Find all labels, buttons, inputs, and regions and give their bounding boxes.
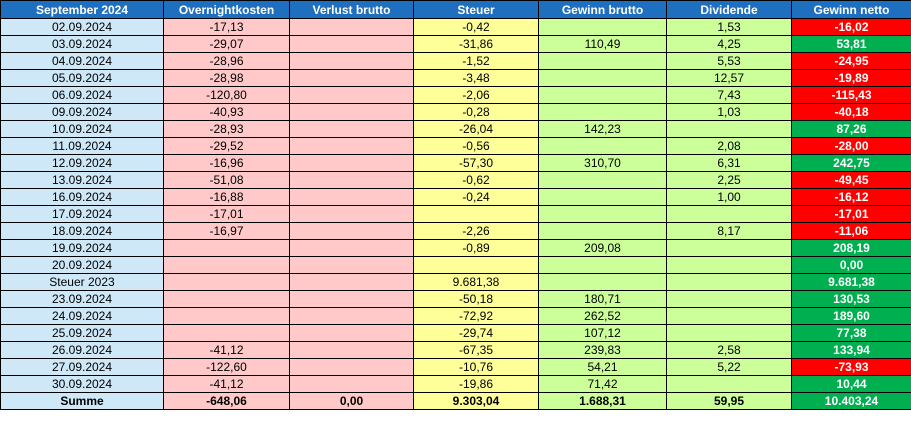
cell-overnight: -28,96	[164, 53, 290, 70]
cell-steuer: -50,18	[414, 291, 539, 308]
cell-verlust-brutto	[290, 87, 414, 104]
cell-gewinn-brutto	[539, 206, 667, 223]
cell-gewinn-brutto: 262,52	[539, 308, 667, 325]
table-row	[1, 36, 911, 53]
cell-date: 17.09.2024	[1, 206, 164, 223]
table-row	[1, 291, 911, 308]
cell-gewinn-brutto	[539, 274, 667, 291]
cell-overnight: -16,97	[164, 223, 290, 240]
cell-gewinn-netto: -24,95	[792, 53, 911, 70]
cell-date: 12.09.2024	[1, 155, 164, 172]
cell-date: Steuer 2023	[1, 274, 164, 291]
cell-verlust-brutto	[290, 240, 414, 257]
cell-dividende	[667, 257, 792, 274]
cell-date: 16.09.2024	[1, 189, 164, 206]
summary-row	[1, 393, 911, 410]
cell-steuer: -26,04	[414, 121, 539, 138]
cell-gewinn-brutto	[539, 70, 667, 87]
cell-dividende	[667, 308, 792, 325]
table-row	[1, 257, 911, 274]
cell-gewinn-netto: -40,18	[792, 104, 911, 121]
cell-dividende: 1,03	[667, 104, 792, 121]
cell-gewinn-brutto	[539, 87, 667, 104]
cell-overnight	[164, 308, 290, 325]
cell-steuer: -0,62	[414, 172, 539, 189]
cell-steuer: -2,06	[414, 87, 539, 104]
cell-verlust-brutto	[290, 291, 414, 308]
cell-overnight	[164, 325, 290, 342]
cell-gewinn-brutto: 209,08	[539, 240, 667, 257]
cell-gewinn-brutto: 71,42	[539, 376, 667, 393]
cell-steuer	[414, 206, 539, 223]
cell-overnight: -122,60	[164, 359, 290, 376]
cell-gewinn-netto: -17,01	[792, 206, 911, 223]
cell-gewinn-brutto: 310,70	[539, 155, 667, 172]
cell-gewinn-netto: 130,53	[792, 291, 911, 308]
header-dividende: Dividende	[667, 1, 792, 19]
cell-verlust-brutto	[290, 325, 414, 342]
cell-date: 26.09.2024	[1, 342, 164, 359]
cell-steuer: -0,28	[414, 104, 539, 121]
cell-dividende: 7,43	[667, 87, 792, 104]
cell-verlust-brutto	[290, 189, 414, 206]
cell-verlust-brutto	[290, 206, 414, 223]
cell-dividende	[667, 291, 792, 308]
cell-steuer: -57,30	[414, 155, 539, 172]
summary-netto: 10.403,24	[792, 393, 911, 410]
cell-gewinn-netto: 53,81	[792, 36, 911, 53]
cell-steuer: -0,42	[414, 19, 539, 36]
cell-dividende: 2,08	[667, 138, 792, 155]
cell-dividende	[667, 274, 792, 291]
cell-verlust-brutto	[290, 172, 414, 189]
cell-dividende: 1,53	[667, 19, 792, 36]
cell-dividende: 6,31	[667, 155, 792, 172]
cell-gewinn-brutto: 142,23	[539, 121, 667, 138]
summary-gewinn-brutto: 1.688,31	[539, 393, 667, 410]
header-date: September 2024	[1, 1, 164, 19]
cell-gewinn-brutto: 239,83	[539, 342, 667, 359]
header-overnight: Overnightkosten	[164, 1, 290, 19]
header-gewinn-netto: Gewinn netto	[792, 1, 911, 19]
cell-dividende: 2,58	[667, 342, 792, 359]
table-row	[1, 138, 911, 155]
cell-gewinn-netto: -49,45	[792, 172, 911, 189]
cell-steuer: 9.681,38	[414, 274, 539, 291]
table-row	[1, 53, 911, 70]
cell-steuer	[414, 257, 539, 274]
cell-date: 25.09.2024	[1, 325, 164, 342]
cell-dividende: 2,25	[667, 172, 792, 189]
table-row	[1, 376, 911, 393]
cell-dividende: 12,57	[667, 70, 792, 87]
cell-steuer: -72,92	[414, 308, 539, 325]
cell-overnight: -41,12	[164, 376, 290, 393]
cell-gewinn-netto: 87,26	[792, 121, 911, 138]
cell-overnight: -17,01	[164, 206, 290, 223]
cell-gewinn-brutto: 110,49	[539, 36, 667, 53]
cell-gewinn-netto: 208,19	[792, 240, 911, 257]
cell-gewinn-netto: 9.681,38	[792, 274, 911, 291]
cell-gewinn-netto: -115,43	[792, 87, 911, 104]
cell-overnight: -28,93	[164, 121, 290, 138]
cell-steuer: -0,89	[414, 240, 539, 257]
cell-gewinn-brutto	[539, 172, 667, 189]
cell-verlust-brutto	[290, 19, 414, 36]
cell-verlust-brutto	[290, 36, 414, 53]
cell-date: 20.09.2024	[1, 257, 164, 274]
cell-dividende: 8,17	[667, 223, 792, 240]
cell-gewinn-brutto	[539, 223, 667, 240]
cell-date: 19.09.2024	[1, 240, 164, 257]
cell-gewinn-brutto	[539, 138, 667, 155]
cell-date: 23.09.2024	[1, 291, 164, 308]
cell-gewinn-netto: -16,02	[792, 19, 911, 36]
cell-overnight: -40,93	[164, 104, 290, 121]
cell-gewinn-netto: -16,12	[792, 189, 911, 206]
cell-gewinn-netto: 189,60	[792, 308, 911, 325]
cell-gewinn-brutto: 54,21	[539, 359, 667, 376]
table-row	[1, 104, 911, 121]
cell-dividende	[667, 121, 792, 138]
cell-gewinn-netto: -19,89	[792, 70, 911, 87]
cell-verlust-brutto	[290, 155, 414, 172]
cell-gewinn-netto: 10,44	[792, 376, 911, 393]
cell-date: 10.09.2024	[1, 121, 164, 138]
cell-verlust-brutto	[290, 257, 414, 274]
table-row	[1, 19, 911, 36]
cell-verlust-brutto	[290, 223, 414, 240]
cell-gewinn-netto: -73,93	[792, 359, 911, 376]
cell-steuer: -10,76	[414, 359, 539, 376]
cell-verlust-brutto	[290, 53, 414, 70]
table-row	[1, 87, 911, 104]
cell-gewinn-netto: 77,38	[792, 325, 911, 342]
header-row	[1, 1, 911, 19]
cell-dividende	[667, 206, 792, 223]
table-row	[1, 274, 911, 291]
table-row	[1, 359, 911, 376]
table-row	[1, 240, 911, 257]
cell-dividende	[667, 376, 792, 393]
cell-dividende	[667, 240, 792, 257]
cell-date: 05.09.2024	[1, 70, 164, 87]
cell-overnight	[164, 257, 290, 274]
summary-steuer: 9.303,04	[414, 393, 539, 410]
cell-gewinn-netto: 242,75	[792, 155, 911, 172]
cell-overnight: -16,88	[164, 189, 290, 206]
cell-overnight: -29,52	[164, 138, 290, 155]
cell-verlust-brutto	[290, 376, 414, 393]
cell-overnight	[164, 240, 290, 257]
cell-gewinn-netto: 0,00	[792, 257, 911, 274]
cell-date: 04.09.2024	[1, 53, 164, 70]
table-row	[1, 172, 911, 189]
table-row	[1, 189, 911, 206]
cell-date: 18.09.2024	[1, 223, 164, 240]
cell-overnight: -28,98	[164, 70, 290, 87]
cell-verlust-brutto	[290, 342, 414, 359]
cell-verlust-brutto	[290, 70, 414, 87]
cell-date: 24.09.2024	[1, 308, 164, 325]
cell-date: 03.09.2024	[1, 36, 164, 53]
cell-overnight: -16,96	[164, 155, 290, 172]
cell-overnight	[164, 291, 290, 308]
cell-steuer: -2,26	[414, 223, 539, 240]
cell-verlust-brutto	[290, 308, 414, 325]
cell-steuer: -0,24	[414, 189, 539, 206]
table-row	[1, 155, 911, 172]
cell-gewinn-brutto	[539, 53, 667, 70]
cell-dividende: 5,22	[667, 359, 792, 376]
cell-overnight: -41,12	[164, 342, 290, 359]
cell-gewinn-netto: -28,00	[792, 138, 911, 155]
cell-verlust-brutto	[290, 138, 414, 155]
table-row	[1, 121, 911, 138]
summary-verlust: 0,00	[290, 393, 414, 410]
summary-dividende: 59,95	[667, 393, 792, 410]
cell-date: 09.09.2024	[1, 104, 164, 121]
header-gewinn-brutto: Gewinn brutto	[539, 1, 667, 19]
cell-steuer: -3,48	[414, 70, 539, 87]
cell-steuer: -31,86	[414, 36, 539, 53]
cell-gewinn-brutto	[539, 19, 667, 36]
cell-gewinn-brutto: 180,71	[539, 291, 667, 308]
table-row	[1, 223, 911, 240]
cell-steuer: -0,56	[414, 138, 539, 155]
cell-date: 13.09.2024	[1, 172, 164, 189]
cell-dividende	[667, 325, 792, 342]
table-row	[1, 206, 911, 223]
cell-gewinn-netto: 133,94	[792, 342, 911, 359]
summary-overnight: -648,06	[164, 393, 290, 410]
table-body	[1, 19, 911, 393]
cell-overnight: -17,13	[164, 19, 290, 36]
cell-overnight: -120,80	[164, 87, 290, 104]
summary-label: Summe	[1, 393, 164, 410]
cell-gewinn-brutto	[539, 257, 667, 274]
cell-overnight: -29,07	[164, 36, 290, 53]
cell-dividende: 4,25	[667, 36, 792, 53]
cell-dividende: 1,00	[667, 189, 792, 206]
table-row	[1, 70, 911, 87]
cell-verlust-brutto	[290, 104, 414, 121]
table-row	[1, 308, 911, 325]
table-row	[1, 342, 911, 359]
cell-gewinn-brutto	[539, 189, 667, 206]
cell-date: 02.09.2024	[1, 19, 164, 36]
cell-verlust-brutto	[290, 274, 414, 291]
cell-overnight: -51,08	[164, 172, 290, 189]
cell-dividende: 5,53	[667, 53, 792, 70]
cell-date: 30.09.2024	[1, 376, 164, 393]
header-steuer: Steuer	[414, 1, 539, 19]
cell-verlust-brutto	[290, 121, 414, 138]
cell-steuer: -19,86	[414, 376, 539, 393]
cell-date: 11.09.2024	[1, 138, 164, 155]
cell-date: 06.09.2024	[1, 87, 164, 104]
cell-steuer: -67,35	[414, 342, 539, 359]
cell-verlust-brutto	[290, 359, 414, 376]
cell-gewinn-brutto	[539, 104, 667, 121]
cell-gewinn-brutto: 107,12	[539, 325, 667, 342]
table-row	[1, 325, 911, 342]
cell-steuer: -29,74	[414, 325, 539, 342]
cell-gewinn-netto: -11,06	[792, 223, 911, 240]
cell-date: 27.09.2024	[1, 359, 164, 376]
cell-steuer: -1,52	[414, 53, 539, 70]
cell-overnight	[164, 274, 290, 291]
header-verlust-brutto: Verlust brutto	[290, 1, 414, 19]
